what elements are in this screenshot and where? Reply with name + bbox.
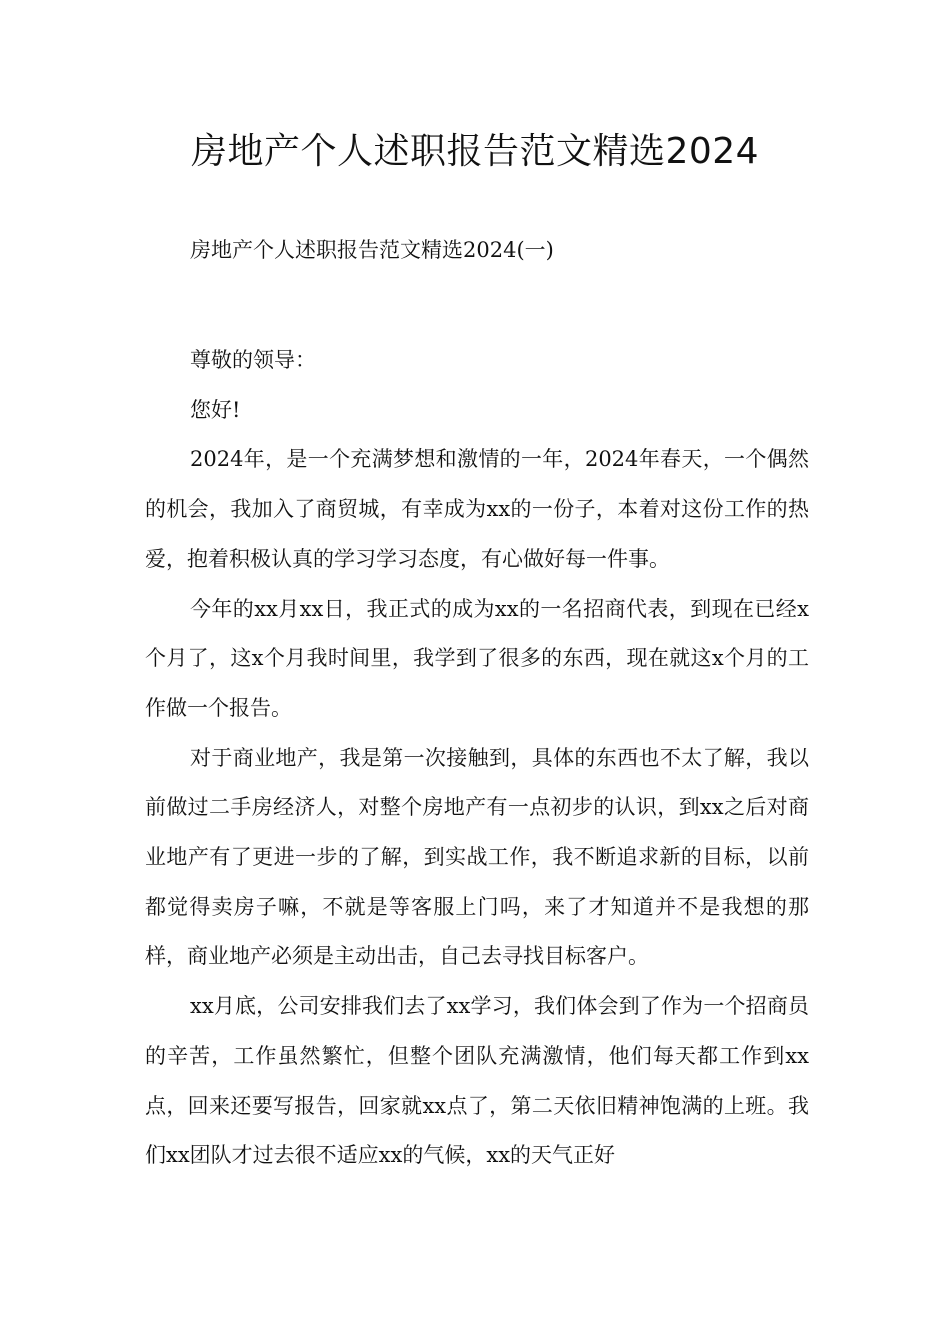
greeting-paragraph: 您好! bbox=[190, 397, 241, 422]
body-paragraph: 对于商业地产，我是第一次接触到，具体的东西也不太了解，我以前做过二手房经济人，对整个房地产有一点初步的认识，到xx之后对商业地产有了更进一步的了解，到实战工作，我不断追求新的目标，以前都觉得卖房子嘛，不就是等客服上门吗，来了才知道并不是我想的那样，商业地产必须是主动出击，自己去寻找目标客户。 bbox=[145, 745, 809, 969]
document-body bbox=[145, 336, 809, 1181]
body-paragraph: 2024年，是一个充满梦想和激情的一年，2024年春天，一个偶然的机会，我加入了商贸城，有幸成为xx的一份子，本着对这份工作的热爱，抱着积极认真的学习学习态度，有心做好每一件事。 bbox=[145, 447, 809, 571]
body-paragraph: 今年的xx月xx日，我正式的成为xx的一名招商代表，到现在已经x个月了，这x个月我时间里，我学到了很多的东西，现在就这x个月的工作做一个报告。 bbox=[145, 596, 809, 720]
document-subtitle: 房地产个人述职报告范文精选2024(一) bbox=[190, 238, 554, 262]
salutation-paragraph: 尊敬的领导： bbox=[190, 348, 316, 372]
body-paragraph: xx月底，公司安排我们去了xx学习，我们体会到了作为一个招商员的辛苦，工作虽然繁忙，但整个团队充满激情，他们每天都工作到xx点，回来还要写报告，回家就xx点了，第二天依旧精神饱满的上班。我们xx团队才过去很不适应xx的气候，xx的天气正好 bbox=[145, 994, 809, 1168]
document-title: 房地产个人述职报告范文精选2024 bbox=[190, 131, 760, 172]
